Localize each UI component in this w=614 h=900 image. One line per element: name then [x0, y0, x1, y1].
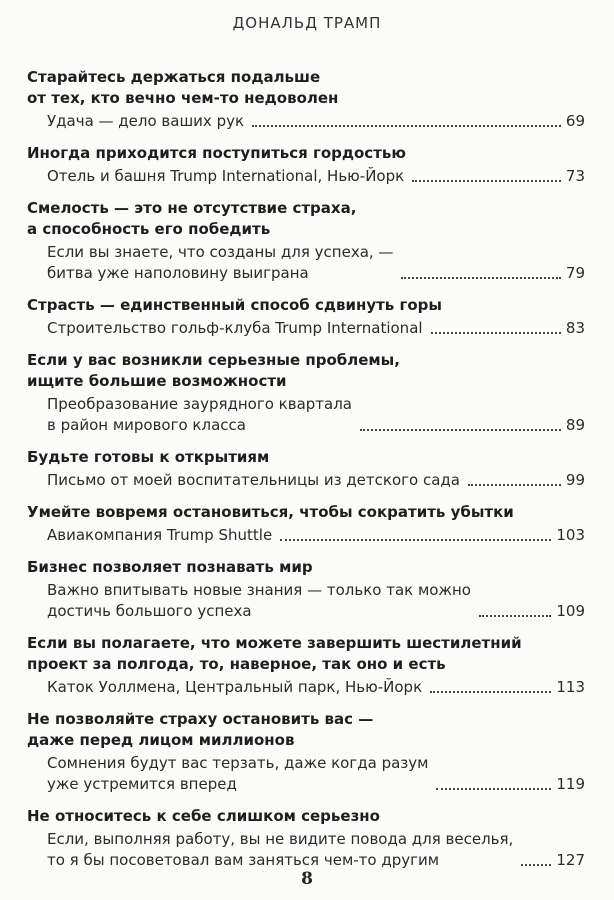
- toc-heading: Страсть — единственный способ сдвинуть горы: [27, 296, 442, 314]
- dot-leader: [521, 864, 551, 866]
- toc-entry-title: Если, выполняя работу, вы не видите повода для веселья, то я бы посоветовал вам заняться чем-то другим: [47, 830, 514, 869]
- toc-section: [27, 806, 585, 871]
- toc-page-number: 119: [556, 775, 585, 793]
- toc-entry: [27, 525, 585, 546]
- toc-entry-title: Если вы знаете, что созданы для успеха, — битва уже наполовину выиграна: [47, 243, 394, 282]
- toc-heading: Умейте вовремя остановиться, чтобы сократить убытки: [27, 503, 514, 521]
- dot-leader: [479, 615, 551, 617]
- toc-page-number: 79: [565, 264, 585, 282]
- toc-entry-title: Важно впитывать новые знания — только так можно достичь большого успеха: [47, 581, 471, 620]
- toc-section: [27, 198, 585, 284]
- toc-heading: Бизнес позволяет познавать мир: [27, 558, 313, 576]
- toc-heading: Будьте готовы к открытиям: [27, 448, 270, 466]
- toc-entry: [27, 111, 585, 132]
- toc-page-number: 69: [565, 112, 585, 130]
- toc-page-number: 89: [565, 416, 585, 434]
- dot-leader: [280, 539, 551, 541]
- toc-page-number: 99: [565, 471, 585, 489]
- toc-entry: [27, 580, 585, 622]
- running-head: ДОНАЛЬД ТРАМП: [232, 14, 382, 32]
- toc-entry-title: Каток Уоллмена, Центральный парк, Нью-Йорк: [47, 678, 423, 696]
- toc-page-number: 127: [556, 851, 585, 869]
- toc-entry-title: Сомнения будут вас терзать, даже когда разум уже устремится вперед: [47, 754, 429, 793]
- toc-heading: Старайтесь держаться подальше от тех, кто вечно чем-то недоволен: [27, 68, 339, 107]
- dot-leader: [431, 332, 561, 334]
- table-of-contents: [27, 67, 585, 882]
- toc-section: [27, 295, 585, 339]
- toc-entry: [27, 753, 585, 795]
- toc-entry: [27, 242, 585, 284]
- toc-entry-title: Письмо от моей воспитательницы из детского сада: [47, 471, 460, 489]
- toc-heading: Если вы полагаете, что можете завершить шестилетний проект за полгода, то, наверное, так оно и есть: [27, 634, 522, 673]
- toc-entry: [27, 829, 585, 871]
- toc-section: [27, 633, 585, 698]
- toc-page-number: 109: [556, 602, 585, 620]
- toc-section: [27, 502, 585, 546]
- toc-entry-title: Преобразование заурядного квартала в район мирового класса: [47, 395, 353, 434]
- toc-entry: [27, 394, 585, 436]
- dot-leader: [401, 277, 560, 279]
- dot-leader: [412, 180, 561, 182]
- toc-section: [27, 557, 585, 622]
- toc-entry-title: Отель и башня Trump International, Нью-Йорк: [47, 167, 405, 185]
- toc-page-number: 113: [556, 678, 585, 696]
- toc-entry-title: Удача — дело ваших рук: [47, 112, 245, 130]
- toc-heading: Если у вас возникли серьезные проблемы, ищите большие возможности: [27, 351, 400, 390]
- toc-entry: [27, 318, 585, 339]
- toc-section: [27, 67, 585, 132]
- dot-leader: [360, 429, 561, 431]
- toc-section: [27, 143, 585, 187]
- toc-entry: [27, 677, 585, 698]
- dot-leader: [430, 691, 551, 693]
- dot-leader: [468, 484, 561, 486]
- toc-heading: Смелость — это не отсутствие страха, а способность его победить: [27, 199, 357, 238]
- toc-entry: [27, 166, 585, 187]
- toc-page-number: 103: [556, 526, 585, 544]
- toc-section: [27, 350, 585, 436]
- page-number: 8: [301, 869, 313, 889]
- dot-leader: [436, 788, 551, 790]
- toc-heading: Не позволяйте страху остановить вас — даже перед лицом миллионов: [27, 710, 374, 749]
- toc-heading: Не относитесь к себе слишком серьезно: [27, 807, 380, 825]
- toc-page-number: 83: [565, 319, 585, 337]
- dot-leader: [252, 125, 561, 127]
- toc-heading: Иногда приходится поступиться гордостью: [27, 144, 406, 162]
- toc-section: [27, 447, 585, 491]
- toc-entry: [27, 470, 585, 491]
- toc-section: [27, 709, 585, 795]
- toc-page-number: 73: [565, 167, 585, 185]
- toc-entry-title: Строительство гольф-клуба Trump International: [47, 319, 423, 337]
- toc-entry-title: Авиакомпания Trump Shuttle: [47, 526, 273, 544]
